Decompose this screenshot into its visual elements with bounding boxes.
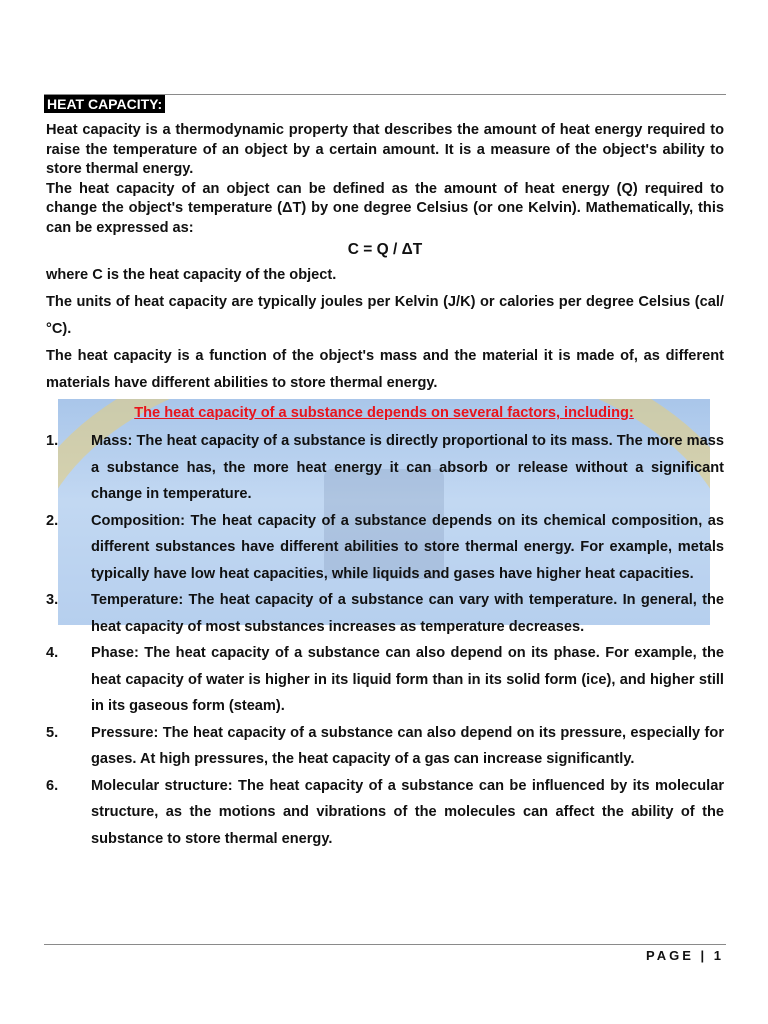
list-item: [46, 508, 724, 588]
list-item: [46, 720, 724, 773]
list-item-number: 4.: [46, 645, 59, 661]
list-item: [46, 773, 724, 853]
intro-section: [46, 121, 724, 397]
list-item-number: 6.: [46, 777, 59, 794]
intro-paragraph-1: Heat capacity is a thermodynamic property that describes the amount of heat energy required to raise the temperature of an object by a certain amount. It is a measure of the object's ability to store thermal energy.: [46, 122, 724, 177]
intro-paragraph-4: The units of heat capacity are typically joules per Kelvin (J/K) or calories per degree Celsius (cal/°C).: [46, 294, 724, 337]
list-item-text: Phase: The heat capacity of a substance can also depend on its phase. For example, the heat capacity of water is higher in its liquid form than in its solid form (ice), and higher still in its gaseous form (steam).: [91, 645, 724, 714]
intro-paragraph-5: The heat capacity is a function of the object's mass and the material it is made of, as different materials have different abilities to store thermal energy.: [46, 348, 724, 391]
list-item-number: 3.: [46, 592, 59, 608]
section-heading: HEAT CAPACITY:: [44, 95, 165, 113]
list-item-text: Molecular structure: The heat capacity of a substance can be influenced by its molecular structure, as the motions and vibrations of the molecules can affect the ability of the substance to store thermal energy.: [91, 777, 724, 847]
list-item-text: Pressure: The heat capacity of a substance can also depend on its pressure, especially for gases. At high pressures, the heat capacity of a gas can increase significantly.: [91, 724, 724, 767]
bottom-rule: [44, 944, 726, 945]
list-item-number: 1.: [46, 433, 59, 449]
list-item-number: 2.: [46, 512, 59, 529]
page-number: PAGE | 1: [646, 948, 724, 963]
factors-title: The heat capacity of a substance depends on several factors, including:: [134, 405, 634, 421]
list-item-text: Temperature: The heat capacity of a substance can vary with temperature. In general, the heat capacity of most substances increases as temperature decreases.: [91, 592, 724, 635]
list-item: [46, 428, 724, 508]
list-item-text: Composition: The heat capacity of a substance depends on its chemical composition, as different substances have different abilities to store thermal energy. For example, metals typically have low heat capacities, while liquids and gases have higher heat capacities.: [91, 512, 724, 582]
intro-paragraph-2: The heat capacity of an object can be defined as the amount of heat energy (Q) required to change the object's temperature (ΔT) by one degree Celsius (or one Kelvin). Mathematically, this can be expressed as:: [46, 180, 724, 236]
factors-list: [46, 428, 724, 852]
list-item: [46, 640, 724, 720]
list-item-text: Mass: The heat capacity of a substance is directly proportional to its mass. The more mass a substance has, the more heat energy it can absorb or release without a significant change in temperature.: [91, 433, 724, 502]
intro-paragraph-3: where C is the heat capacity of the object.: [46, 267, 337, 283]
list-item-number: 5.: [46, 724, 59, 741]
heat-capacity-formula: C = Q / ΔT: [347, 241, 423, 258]
list-item: [46, 587, 724, 640]
